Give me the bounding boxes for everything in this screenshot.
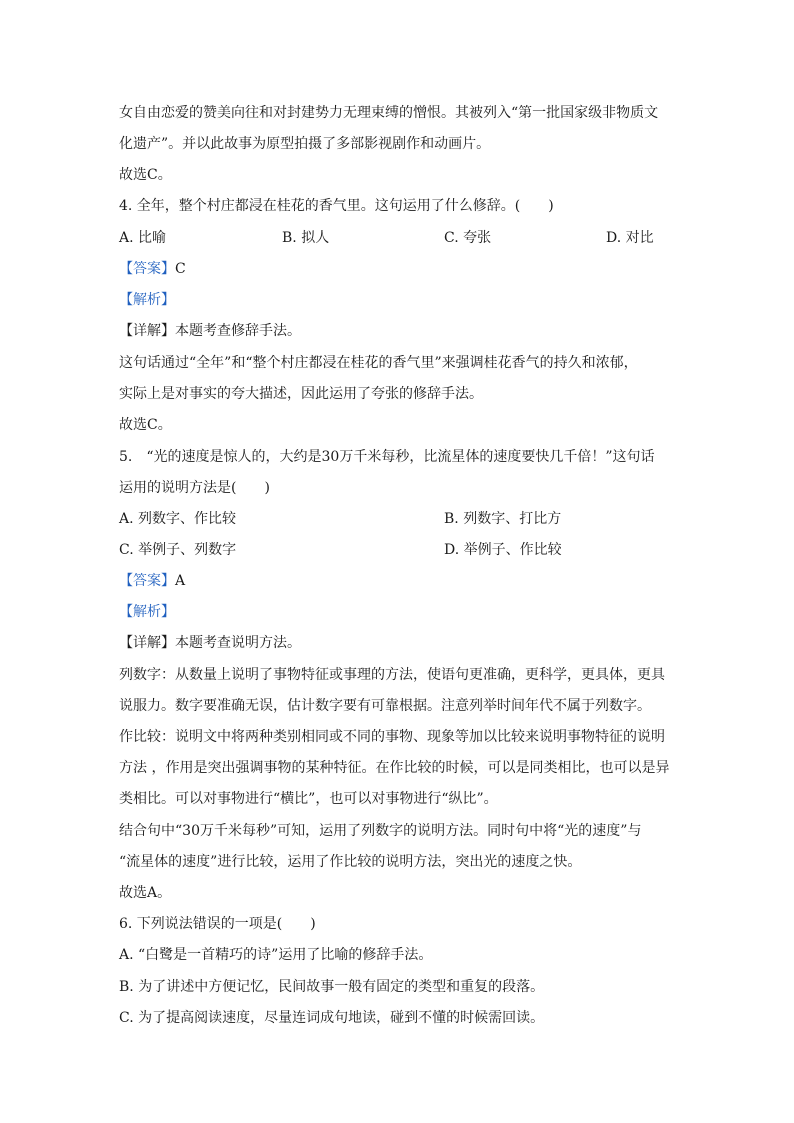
q5-option-d: D. 举例子、作比较 bbox=[444, 542, 562, 558]
q4-detail bbox=[119, 322, 301, 340]
q4-body-line: 这句话通过“全年”和“整个村庄都浸在桂花的香气里”来强调桂花香气的持久和浓郁， bbox=[119, 355, 638, 371]
q5-body-line: 结合句中“30万千米每秒”可知，运用了列数字的说明方法。同时句中将“光的速度”与 bbox=[119, 823, 642, 839]
question-4-stem: 4. 全年，整个村庄都浸在桂花的香气里。这句运用了什么修辞。( ) bbox=[119, 198, 554, 214]
q5-option-c: C. 举例子、列数字 bbox=[119, 542, 237, 558]
q4-answer bbox=[119, 260, 186, 278]
q4-option-c: C. 夸张 bbox=[444, 230, 492, 246]
text-line: 故选C。 bbox=[119, 167, 172, 183]
text-line: 化遗产”。并以此故事为原型拍摄了多部影视剧作和动画片。 bbox=[119, 136, 491, 152]
detail-tag: 【详解】 bbox=[119, 323, 175, 339]
detail-tag: 【详解】 bbox=[119, 635, 175, 651]
q5-body-line: “流星体的速度”进行比较，运用了作比较的说明方法，突出光的速度之快。 bbox=[119, 854, 582, 870]
q5-body-line: 列数字：从数量上说明了事物特征或事理的方法，使语句更准确，更科学，更具体，更具 bbox=[119, 667, 665, 683]
q4-option-d: D. 对比 bbox=[606, 230, 654, 246]
q5-option-a: A. 列数字、作比较 bbox=[119, 511, 237, 527]
q5-body-line: 方法 ，作用是突出强调事物的某种特征。在作比较的时候，可以是同类相比，也可以是异 bbox=[119, 760, 670, 776]
question-5-stem: 5. “光的速度是惊人的，大约是30万千米每秒，比流星体的速度要快几千倍！”这句话 bbox=[119, 449, 655, 465]
q5-body-line: 类相比。可以对事物进行“横比”，也可以对事物进行“纵比”。 bbox=[119, 791, 498, 807]
question-5-stem: 运用的说明方法是( ) bbox=[119, 480, 270, 496]
q4-body-line: 故选C。 bbox=[119, 417, 172, 433]
q5-detail bbox=[119, 634, 301, 652]
answer-tag: 【答案】 bbox=[119, 261, 175, 277]
q5-body-line: 作比较：说明文中将两种类别相同或不同的事物、现象等加以比较来说明事物特征的说明 bbox=[119, 729, 665, 745]
q4-analysis-tag bbox=[119, 291, 175, 309]
q5-option-b: B. 列数字、打比方 bbox=[444, 511, 562, 527]
q5-answer bbox=[119, 572, 185, 590]
analysis-tag: 【解析】 bbox=[119, 604, 175, 620]
q6-option-a: A. “白鹭是一首精巧的诗”运用了比喻的修辞手法。 bbox=[119, 947, 433, 963]
q6-option-b: B. 为了讲述中方便记忆，民间故事一般有固定的类型和重复的段落。 bbox=[119, 979, 545, 995]
answer-tag: 【答案】 bbox=[119, 573, 175, 589]
question-6-stem: 6. 下列说法错误的一项是( ) bbox=[119, 916, 316, 932]
answer-value: C bbox=[175, 261, 186, 277]
q4-body-line: 实际上是对事实的夸大描述，因此运用了夸张的修辞手法。 bbox=[119, 386, 483, 402]
analysis-tag: 【解析】 bbox=[119, 292, 175, 308]
detail-text: 本题考查修辞手法。 bbox=[175, 323, 301, 339]
q6-option-c: C. 为了提高阅读速度，尽量连词成句地读，碰到不懂的时候需回读。 bbox=[119, 1010, 545, 1026]
q5-body-line: 说服力。数字要准确无误，估计数字要有可靠根据。注意列举时间年代不属于列数字。 bbox=[119, 698, 651, 714]
detail-text: 本题考查说明方法。 bbox=[175, 635, 301, 651]
q5-analysis-tag bbox=[119, 603, 175, 621]
q4-option-a: A. 比喻 bbox=[119, 230, 167, 246]
text-line: 女自由恋爱的赞美向往和对封建势力无理束缚的憎恨。其被列入“第一批国家级非物质文 bbox=[119, 105, 659, 121]
q4-option-b: B. 拟人 bbox=[282, 230, 330, 246]
q5-body-line: 故选A。 bbox=[119, 885, 172, 901]
answer-value: A bbox=[175, 573, 186, 589]
